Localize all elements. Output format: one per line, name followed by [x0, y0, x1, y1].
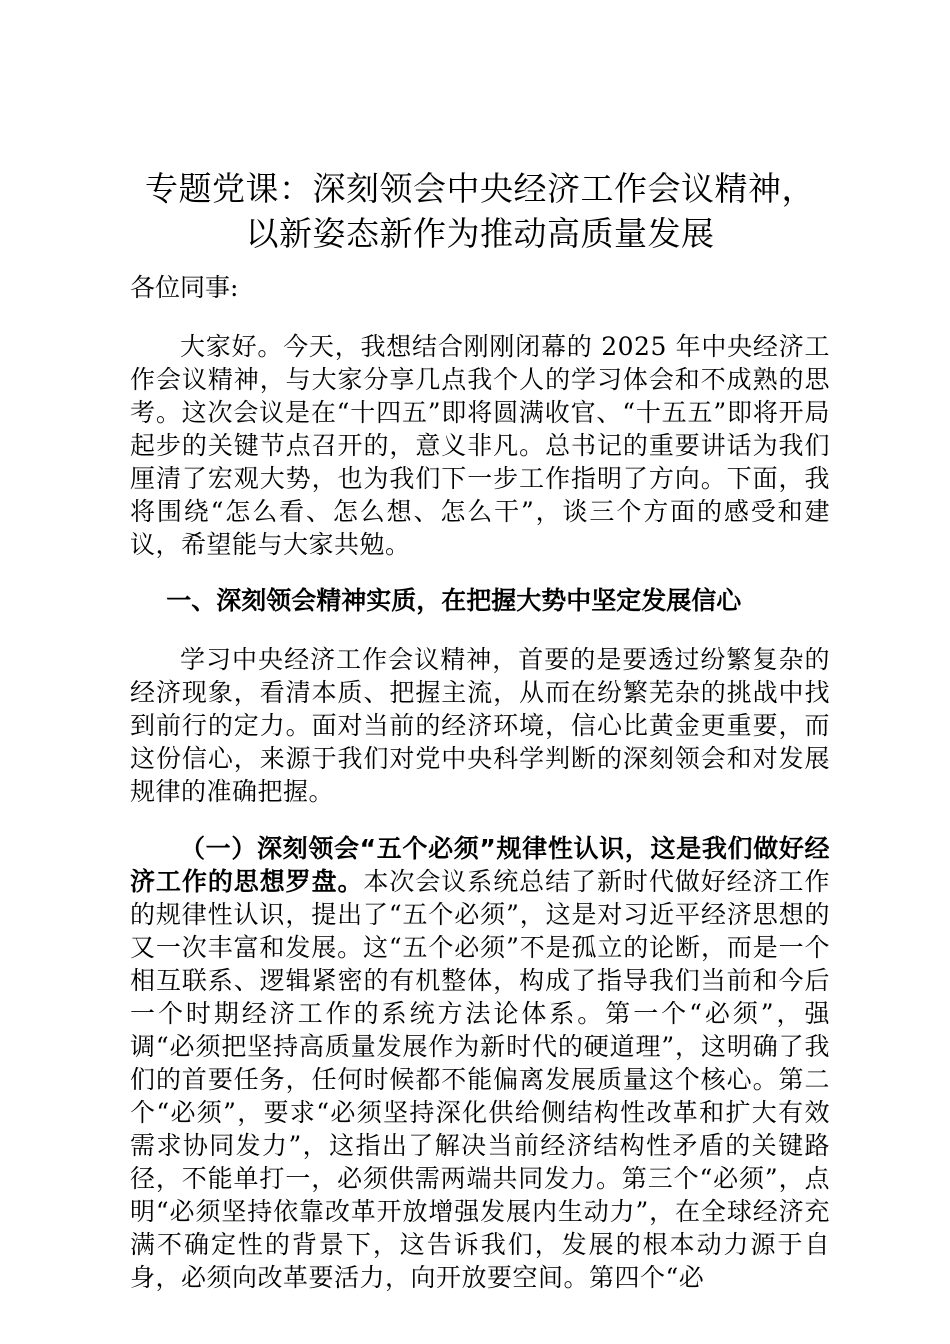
- title-line-2: 以新姿态新作为推动高质量发展: [245, 214, 715, 253]
- title-line-1: 专题党课：深刻领会中央经济工作会议精神，: [145, 169, 815, 208]
- subsection-1-paragraph: [130, 832, 830, 1294]
- salutation: 各位同事:: [130, 273, 239, 302]
- intro-paragraph: 大家好。今天，我想结合刚刚闭幕的 2025 年中央经济工作会议精神，与大家分享几点我个人的学习体会和不成熟的思考。这次会议是在“十四五”即将圆满收官、“十五五”即将开局起步的关键节点召开的，意义非凡。总书记的重要讲话为我们厘清了宏观大势，也为我们下一步工作指明了方向。下面，我将围绕“怎么看、怎么想、怎么干”，谈三个方面的感受和建议，希望能与大家共勉。: [130, 332, 830, 559]
- subsection-1-lead: （一）深刻领会“五个必须”规律性认识，这是我们做好经济工作的思想罗盘。: [130, 834, 830, 896]
- document-content: [130, 166, 830, 1294]
- section-1-paragraph: 学习中央经济工作会议精神，首要的是要透过纷繁复杂的经济现象，看清本质、把握主流，从而在纷繁芜杂的挑战中找到前行的定力。面对当前的经济环境，信心比黄金更重要，而这份信心，来源于我们对党中央科学判断的深刻领会和对发展规律的准确把握。: [130, 645, 830, 806]
- subsection-1-body: 本次会议系统总结了新时代做好经济工作的规律性认识，提出了“五个必须”，这是对习近平经济思想的又一次丰富和发展。这“五个必须”不是孤立的论断，而是一个相互联系、逻辑紧密的有机整体，构成了指导我们当前和今后一个时期经济工作的系统方法论体系。第一个“必须”，强调“必须把坚持高质量发展作为新时代的硬道理”，这明确了我们的首要任务，任何时候都不能偏离发展质量这个核心。第二个“必须”，要求“必须坚持深化供给侧结构性改革和扩大有效需求协同发力”，这指出了解决当前经济结构性矛盾的关键路径，不能单打一，必须供需两端共同发力。第三个“必须”，点明“必须坚持依靠改革开放增强发展内生动力”，在全球经济充满不确定性的背景下，这告诉我们，发展的根本动力源于自身，必须向改革要活力，向开放要空间。第四个“必: [130, 867, 830, 1292]
- document-title: [130, 166, 830, 256]
- section-1-heading: 一、深刻领会精神实质，在把握大势中坚定发展信心: [166, 586, 742, 615]
